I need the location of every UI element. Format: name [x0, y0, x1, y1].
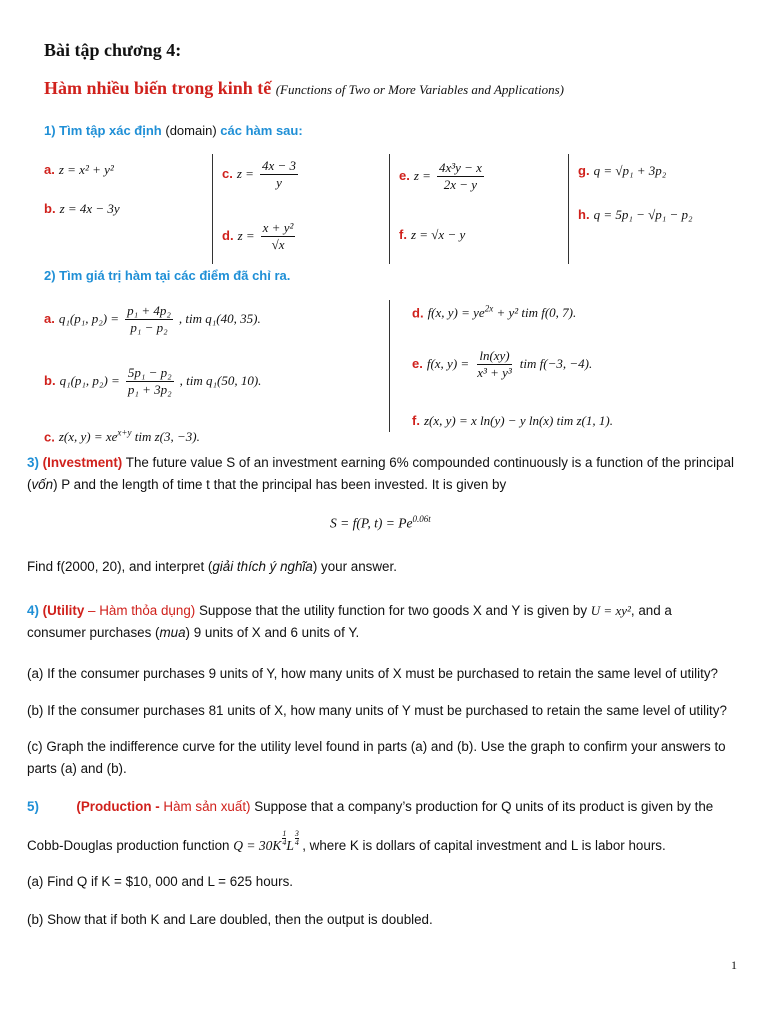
divider: [389, 300, 390, 432]
formula: z(x, y) = x ln(y) − y ln(x) tim z(1, 1).: [423, 413, 613, 428]
formula-lhs: q₁(p₁, p₂) =: [59, 373, 120, 389]
item-label: e.: [412, 356, 423, 372]
vietnamese-term: giải thích ý nghĩa: [212, 559, 313, 574]
paragraph-text: ) P and the length of time t that the principal has been invested. It is given by: [53, 477, 507, 492]
paragraph-text: , where K is dollars of capital investment and L is labor hours.: [302, 838, 666, 853]
section3-find: [27, 556, 397, 578]
section-tag: (Utility: [42, 603, 85, 618]
numerator: x + y²: [262, 220, 294, 235]
formula-lhs: z =: [413, 168, 431, 184]
s2-item-c: [44, 428, 200, 446]
s2-item-a: [44, 303, 261, 336]
formula-lhs: f(x, y) =: [426, 356, 470, 372]
fraction: [126, 365, 174, 398]
formula-tail: + y² tim f(0, 7).: [493, 305, 577, 321]
section1-title-a: 1) Tìm tập xác định: [44, 123, 162, 138]
section4-qc: [27, 736, 767, 780]
formula-lhs: z =: [237, 228, 255, 244]
chapter-heading: [44, 78, 564, 99]
denominator: p₁ − p₂: [130, 320, 168, 335]
formula-tail: , tim q₁(40, 35).: [178, 311, 261, 327]
section5-formula-line: [27, 830, 762, 857]
divider: [212, 154, 213, 264]
s1-item-b: [44, 200, 120, 218]
heading-english: (Functions of Two or More Variables and Applications): [275, 82, 564, 97]
paragraph-text: Suppose that a company’s production for Q units of its product is given by the: [250, 799, 714, 814]
formula-lhs: z =: [236, 166, 254, 182]
denominator: y: [276, 175, 282, 190]
denominator: √x: [271, 237, 285, 252]
item-label: d.: [412, 305, 424, 321]
paragraph-text: ) 9 units of X and 6 units of Y.: [185, 625, 360, 640]
section5-qa: (a) Find Q if K = $10, 000 and L = 625 hours.: [27, 874, 293, 889]
section5: [27, 796, 762, 818]
item-label: d.: [222, 228, 234, 244]
section-tag-vi: – Hàm thỏa dụng): [84, 603, 196, 618]
item-label: a.: [44, 311, 55, 327]
item-label: c.: [222, 166, 233, 182]
item-label: f.: [412, 413, 420, 428]
section-tag: (Production -: [76, 799, 160, 814]
numerator: ln(xy): [479, 348, 510, 363]
item-label: e.: [399, 168, 410, 184]
section4-qb: (b) If the consumer purchases 81 units of X, how many units of Y must be purchased to retain the same level of utility?: [27, 703, 727, 718]
section-tag: (Investment): [42, 455, 123, 470]
fraction: [125, 303, 173, 336]
section1-title-c: các hàm sau:: [220, 123, 303, 138]
section5-qb: (b) Show that if both K and Lare doubled, then the output is doubled.: [27, 912, 433, 927]
fraction: [260, 158, 298, 191]
section-number: 4): [27, 603, 39, 618]
formula: q = 5p₁ − √p₁ − p₂: [593, 207, 693, 222]
s1-item-g: [578, 162, 666, 180]
numerator: 5p₁ − p₂: [127, 365, 172, 380]
s1-item-d: [222, 220, 297, 253]
section1-title-b: (domain): [165, 123, 217, 138]
exponent-num: 1: [282, 829, 287, 838]
formula-sup: 0.06t: [412, 514, 431, 524]
exponent-den: 4: [294, 838, 299, 847]
exponent-den: 4: [282, 838, 287, 847]
s1-item-f: [399, 226, 465, 244]
paragraph-text: Find f(2000, 20), and interpret (: [27, 559, 213, 574]
formula: S = f(P, t) = Pe: [330, 515, 413, 531]
paragraph-text: ) your answer.: [312, 559, 397, 574]
formula-tail: tim f(−3, −4).: [519, 356, 593, 372]
denominator: x³ + y³: [477, 365, 512, 380]
formula-tail: , tim q₁(50, 10).: [179, 373, 262, 389]
section3: [27, 452, 757, 496]
item-label: b.: [44, 373, 56, 389]
fraction: [475, 348, 514, 381]
item-label: a.: [44, 162, 55, 177]
numerator: 4x³y − x: [438, 160, 482, 175]
paragraph-text: (c) Graph the indifference curve for the utility level found in parts (a) and (b). Use the graph to confirm your answers to: [27, 739, 726, 754]
page-number: 1: [731, 958, 737, 972]
formula: U = xy²: [590, 603, 631, 618]
paragraph-text: Cobb-Douglas production function: [27, 838, 230, 853]
s2-item-e: [412, 348, 592, 381]
item-label: h.: [578, 207, 590, 222]
formula: Q = 30K: [233, 838, 282, 853]
vietnamese-term: mua: [159, 625, 186, 640]
numerator: p₁ + 4p₂: [127, 303, 171, 318]
formula: z = 4x − 3y: [59, 201, 120, 216]
paragraph-text: , and a: [630, 603, 672, 618]
fraction: [437, 160, 484, 193]
denominator: p₁ + 3p₂: [127, 382, 172, 397]
paragraph-text: The future value S of an investment earning 6% compounded continuously is a function of the principal: [122, 455, 734, 470]
item-label: f.: [399, 227, 407, 242]
formula-sup: x+y: [117, 428, 132, 438]
s1-item-e: [399, 160, 486, 193]
section-number: 3): [27, 455, 39, 470]
formula: L: [286, 838, 294, 853]
divider: [568, 154, 569, 264]
formula: q = √p₁ + 3p₂: [593, 163, 667, 178]
item-label: b.: [44, 201, 56, 216]
paragraph-text: parts (a) and (b).: [27, 761, 127, 776]
s2-item-b: [44, 365, 261, 398]
paragraph-text: consumer purchases (: [27, 625, 160, 640]
s1-item-h: [578, 206, 693, 224]
exponent-num: 3: [294, 829, 299, 838]
formula: f(x, y) = ye: [427, 305, 485, 321]
formula-lhs: q₁(p₁, p₂) =: [58, 311, 120, 327]
s1-item-a: [44, 161, 114, 179]
section4: [27, 600, 762, 644]
section1-title: [44, 123, 303, 138]
vietnamese-term: vốn: [31, 477, 54, 492]
formula-sup: 2x: [484, 304, 494, 314]
formula-tail: tim z(3, −3).: [131, 429, 200, 445]
paragraph-text: (: [27, 477, 32, 492]
section-tag-vi: Hàm sản xuất): [159, 799, 251, 814]
section3-formula: [330, 514, 431, 532]
formula: z = √x − y: [410, 227, 466, 242]
heading-main: Hàm nhiều biến trong kinh tế: [44, 78, 272, 98]
s2-item-d: [412, 304, 576, 322]
exponent-l: [295, 830, 299, 847]
item-label: g.: [578, 163, 590, 178]
formula: z(x, y) = xe: [58, 429, 118, 445]
fraction: [261, 220, 296, 253]
paragraph-text: Suppose that the utility function for two goods X and Y is given by: [195, 603, 588, 618]
denominator: 2x − y: [443, 177, 478, 192]
s1-item-c: [222, 158, 300, 191]
section-number: 5): [27, 799, 39, 814]
page-title: Bài tập chương 4:: [44, 40, 182, 60]
s2-item-f: [412, 412, 613, 430]
section4-qa: (a) If the consumer purchases 9 units of Y, how many units of X must be purchased to retain the same level of utility?: [27, 666, 718, 681]
item-label: c.: [44, 429, 55, 445]
section2-title: 2) Tìm giá trị hàm tại các điểm đã chỉ ra.: [44, 268, 291, 283]
divider: [389, 154, 390, 264]
formula: z = x² + y²: [58, 162, 114, 177]
numerator: 4x − 3: [261, 158, 296, 173]
